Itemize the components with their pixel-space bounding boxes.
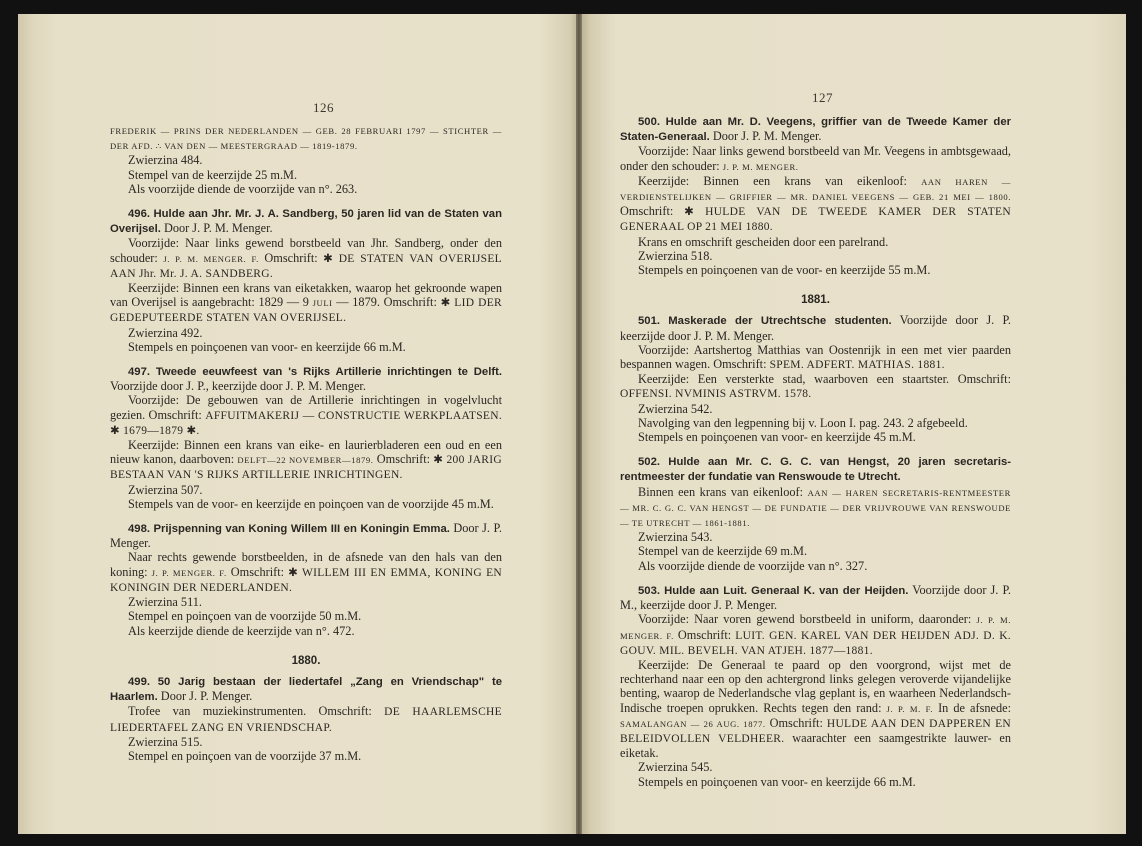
legend-text: ✱ 200 JARIG BESTAAN VAN 'S RIJKS ARTILLERIE INRICHTINGEN.: [110, 454, 502, 482]
entry-503-reverse: [620, 658, 1011, 760]
entry-title: Maskerade der Utrechtsche studenten.: [668, 315, 892, 328]
entry-author: Door J. P. Menger.: [110, 521, 502, 551]
entry-number: 497.: [128, 366, 150, 379]
reverse-text: Keerzijde: Binnen een krans van eike- en laurierbladeren een oud en een nieuw kanon, daarboven:: [110, 438, 502, 467]
entry-499-obverse: [110, 704, 502, 734]
entry-499-reference: Zwierzina 515.: [128, 734, 203, 749]
entry-author: Door J. P. M. Menger.: [160, 221, 273, 236]
legend-text: LUIT. GEN. KAREL VAN DER HEIJDEN ADJ. D. K. GOUV. MIL. BEVELH. VAN ATJEH. 1877—1881.: [620, 629, 1011, 657]
continuation-reference: Zwierzina 484.: [128, 153, 203, 168]
legend-label: Omschrift:: [373, 452, 434, 467]
entry-500-dies: Stempels en poinçoenen van de voor- en keerzijde 55 m.M.: [638, 263, 931, 278]
entry-497-reverse: [110, 438, 502, 483]
entry-author: Voorzijde door J. P. M., keerzijde door J. P. Menger.: [620, 582, 1012, 613]
entry-501-heading: [620, 313, 1011, 342]
inscription: DELFT—22 NOVEMBER—1879.: [237, 455, 374, 466]
legend-label: Omschrift:: [258, 250, 324, 265]
signature: J. P. M. MENGER. F.: [620, 615, 1011, 641]
entry-title: Hulde aan Jhr. Mr. J. A. Sandberg, 50 jaren lid van de Staten van Overijsel.: [110, 208, 502, 236]
entry-title: 50 Jarig bestaan der liedertafel „Zang en Vriendschap" te Haarlem.: [110, 675, 502, 704]
legend-text: OFFENSI. NVMINIS ASTRVM. 1578.: [620, 388, 812, 401]
entry-number: 496.: [128, 208, 150, 221]
entry-497-reference: Zwierzina 507.: [128, 482, 203, 497]
entry-498-heading: [110, 521, 502, 550]
entry-498-obverse: [110, 550, 502, 595]
obverse-text: Voorzijde: De gebouwen van de Artillerie inrichtingen in vogelvlucht gezien. Omschrift:: [110, 393, 502, 422]
entry-author: Voorzijde door J. P., keerzijde door J. P. M. Menger.: [110, 379, 366, 394]
obverse-text: Voorzijde: Naar voren gewend borstbeeld in uniform, daaronder:: [638, 612, 977, 627]
legend-text: ✱ LID DER GEDEPUTEERDE STATEN VAN OVERIJSEL.: [110, 297, 502, 325]
legend-text: AFFUITMAKERIJ — CONSTRUCTIE WERKPLAATSEN. ✱ 1679—1879 ✱.: [110, 409, 502, 437]
month: JULI: [312, 298, 333, 309]
legend-text: HULDE AAN DEN DAPPEREN EN BELEIDVOLLEN VELDHEER.: [620, 717, 1011, 745]
entry-503-obverse: [620, 612, 1011, 658]
continuation-note: Als voorzijde diende de voorzijde van n°. 263.: [128, 181, 358, 196]
reverse-text: Keerzijde: Een versterkte stad, waarboven een staartster. Omschrift:: [638, 372, 1011, 387]
entry-author: Door J. P. M. Menger.: [709, 129, 822, 144]
obverse-text: Voorzijde: Aartshertog Matthias van Oostenrijk in een met vier paarden bespannen wagen. Omschrift:: [620, 342, 1011, 372]
obverse-text: Trofee van muziekinstrumenten. Omschrift:: [128, 704, 385, 719]
entry-496-heading: [110, 206, 502, 236]
continuation-legend: FREDERIK — PRINS DER NEDERLANDEN — GEB. 28 FEBRUARI 1797 — STICHTER — DER AFD. ∴ VAN DEN — MEESTERGRAAD — 1819-1879.: [110, 126, 502, 152]
entry-title: Tweede eeuwfeest van 's Rijks Artillerie inrichtingen te Delft.: [155, 366, 502, 379]
legend-text: SPEM. ADFERT. MATHIAS. 1881.: [769, 359, 945, 372]
legend-text: DE HAARLEMSCHE LIEDERTAFEL ZANG EN VRIENDSCHAP.: [110, 706, 502, 734]
entry-498-note: Als keerzijde diende de keerzijde van n°. 472.: [128, 623, 355, 638]
entry-500-obverse: [620, 144, 1011, 173]
entry-501-reference: Zwierzina 542.: [638, 401, 713, 416]
entry-500-reference: Zwierzina 518.: [638, 248, 713, 263]
entry-title: Prijspenning van Koning Willem III en Koningin Emma.: [153, 523, 450, 536]
continuation-text: [110, 123, 502, 153]
inscription: AAN HAREN — VERDIENSTELIJKEN — GRIFFIER — MR. DANIEL VEEGENS — GEB. 21 MEI — 1800.: [620, 176, 1011, 203]
entry-501-reverse: [620, 372, 1011, 401]
entry-500-reverse: [620, 174, 1011, 235]
reverse-text-end: waarachter een saamgestrikte lauwer- en eiketak.: [620, 730, 1011, 761]
entry-501-obverse: [620, 343, 1011, 372]
reverse-text: Binnen een krans van eikenloof:: [638, 484, 808, 499]
entry-503-reference: Zwierzina 545.: [638, 760, 713, 775]
entry-title: Hulde aan Mr. D. Veegens, griffier van de Tweede Kamer der Staten-Generaal.: [620, 116, 1011, 144]
entry-501-dies: Stempels en poinçoenen van voor- en keerzijde 45 m.M.: [638, 430, 916, 445]
entry-title: Hulde aan Mr. C. G. C. van Hengst, 20 jaren secretaris-rentmeester der fundatie van Renswoude te Utrecht.: [620, 456, 1011, 484]
entry-502-note: Als voorzijde diende de voorzijde van n°. 327.: [638, 558, 868, 573]
entry-499-dies: Stempel en poinçoen van de voorzijde 37 m.M.: [128, 748, 362, 763]
legend-text: ✱ HULDE VAN DE TWEEDE KAMER DER STATEN GENERAAL OP 21 MEI 1880.: [620, 206, 1011, 234]
reverse-text: Keerzijde: Binnen een krans van eikenloof:: [638, 173, 922, 188]
page-number-left: 126: [313, 100, 334, 115]
year-heading-1881: 1881.: [801, 294, 830, 307]
entry-497-heading: [110, 364, 502, 393]
reverse-text: Keerzijde: De Generaal te paard op den voorgrond, wijst met de rechterhand naar een op den achtergrond links gelegen veroverde vijandelijke benting, waarop de Nederlandsche vlag geplant is, en waarheen Nederlandsch-Indische troepen oprukken. Rechts tegen den rand:: [620, 657, 1011, 715]
entry-500-note: Krans en omschrift gescheiden door een parelrand.: [638, 234, 889, 249]
exergue-text: SAMALANGAN — 26 AUG. 1877.: [620, 718, 766, 729]
obverse-text: Voorzijde: Naar links gewend borstbeeld van Mr. Veegens in ambtsgewaad, onder den schouder:: [620, 144, 1011, 173]
right-text-column: [620, 114, 1011, 789]
entry-499-heading: [110, 674, 502, 704]
legend-text: ✱ DE STATEN VAN OVERIJSEL AAN Jhr. Mr. J. A. SANDBERG.: [110, 252, 502, 280]
entry-496-dies: Stempels en poinçoenen van voor- en keerzijde 66 m.M.: [128, 339, 406, 354]
obverse-text: Naar rechts gewende borstbeelden, in de afsnede van den hals van den koning:: [110, 550, 502, 579]
entry-author: Voorzijde door J. P. keerzijde door J. P. M. Menger.: [620, 313, 1011, 343]
left-text-column: [110, 123, 502, 763]
legend-label: — 1879. Omschrift:: [332, 295, 441, 310]
entry-title: Hulde aan Luit. Generaal K. van der Heijden.: [664, 584, 909, 597]
legend-label: Omschrift:: [673, 627, 736, 642]
legend-text: ✱ WILLEM III EN EMMA, KONING EN KONINGIN DER NEDERLANDEN.: [110, 566, 502, 594]
year-heading-1880: 1880.: [291, 654, 321, 667]
entry-502-dies: Stempel van de keerzijde 69 m.M.: [638, 544, 808, 559]
entry-number: 498.: [128, 523, 150, 536]
legend-label: Omschrift:: [620, 204, 685, 219]
reverse-text: Keerzijde: Binnen een krans van eiketakken, waarop het gekroonde wapen van Overijsel is aangebracht: 1829 — 9: [110, 281, 502, 310]
entry-496-obverse: [110, 236, 502, 281]
entry-501-note: Navolging van den legpenning bij v. Loon I. pag. 243. 2 afgebeeld.: [638, 415, 968, 430]
entry-number: 502.: [638, 456, 660, 469]
continuation-die: Stempel van de keerzijde 25 m.M.: [128, 167, 298, 182]
entry-498-reference: Zwierzina 511.: [128, 595, 202, 610]
legend-label: Omschrift:: [226, 564, 289, 579]
entry-503-heading: [620, 583, 1011, 612]
legend-label: Omschrift:: [765, 715, 827, 730]
entry-500-heading: [620, 114, 1011, 144]
signature: J. P. M. MENGER. F.: [163, 253, 259, 264]
entry-498-dies: Stempel en poinçoen van de voorzijde 50 m.M.: [128, 609, 362, 624]
signature: J. P. M. F.: [886, 703, 934, 714]
signature: J. P. MENGER. F.: [151, 567, 227, 578]
entry-number: 499.: [128, 675, 150, 688]
entry-502-reference: Zwierzina 543.: [638, 530, 713, 545]
obverse-text: Voorzijde: Naar links gewend borstbeeld van Jhr. Sandberg, onder den schouder:: [110, 236, 502, 265]
inscription: AAN — HAREN SECRETARIS-RENTMEESTER — MR. C. G. C. VAN HENGST — DE FUNDATIE — DER VRIJVROUWE VAN RENSWOUDE — TE UTRECHT — 1861-1881.: [620, 487, 1011, 529]
entry-number: 500.: [638, 116, 660, 128]
entry-496-reverse: [110, 281, 502, 326]
exergue-label: In de afsnede:: [933, 700, 1012, 715]
entry-496-reference: Zwierzina 492.: [128, 325, 203, 340]
entry-author: Door J. P. Menger.: [157, 689, 253, 704]
entry-number: 503.: [638, 584, 660, 597]
entry-497-obverse: [110, 393, 502, 438]
entry-number: 501.: [638, 315, 660, 328]
signature: J. P. M. MENGER.: [722, 161, 799, 172]
entry-497-dies: Stempels van de voor- en keerzijde en poinçoen van de voorzijde 45 m.M.: [128, 496, 494, 511]
entry-502-reverse: [620, 485, 1011, 531]
entry-502-heading: [620, 454, 1011, 484]
book-gutter: [576, 14, 582, 834]
page-number-right: 127: [812, 90, 833, 105]
entry-503-dies: Stempels en poinçoenen van voor- en keerzijde 66 m.M.: [638, 774, 916, 789]
